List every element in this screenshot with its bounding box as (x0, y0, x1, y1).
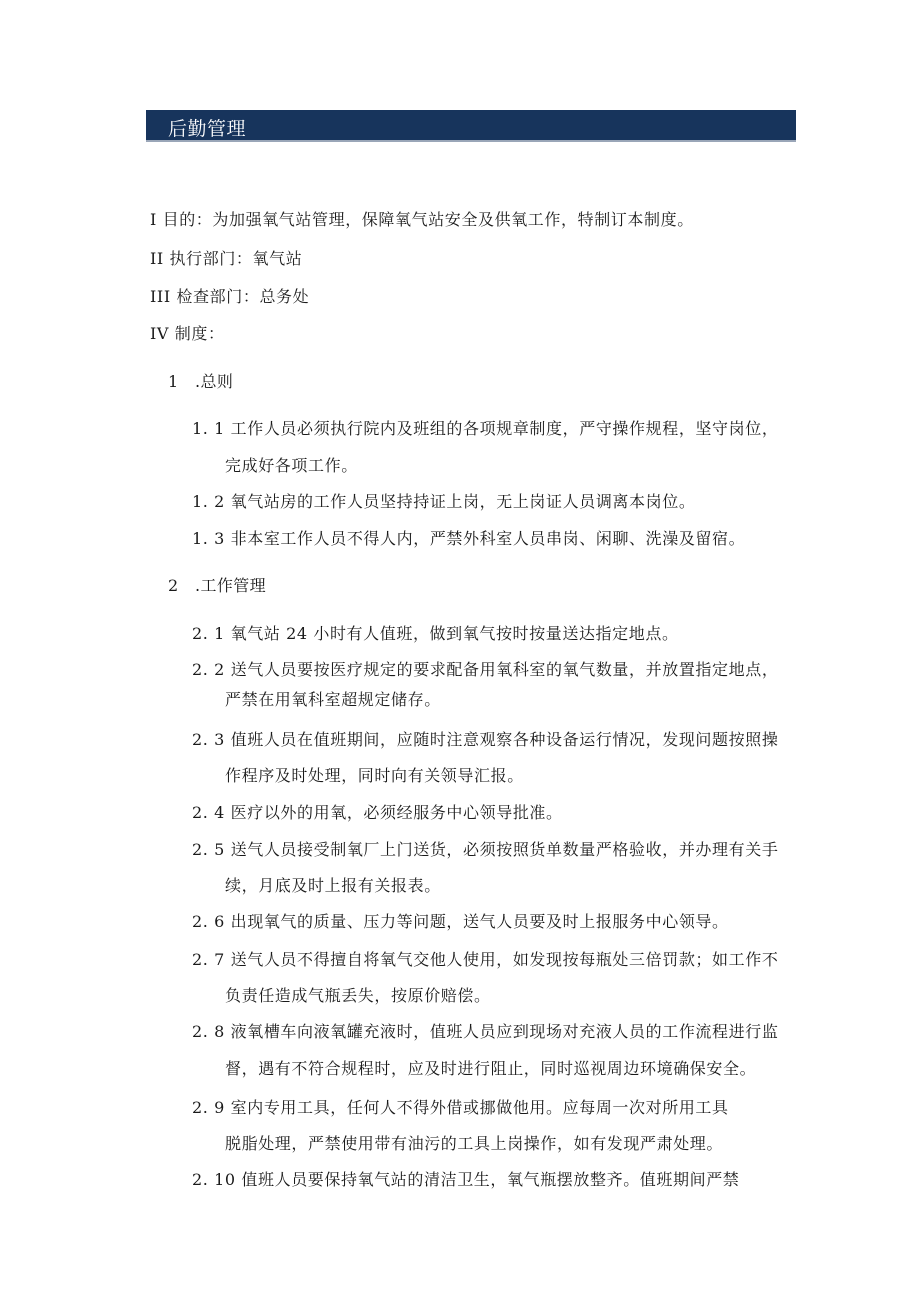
purpose-line: I 目的：为加强氧气站管理，保障氧气站安全及供氧工作，特制订本制度。 (150, 210, 694, 229)
rule-item: 2. 10 值班人员要保持氧气站的清洁卫生，氧气瓶摆放整齐。值班期间严禁 (192, 1170, 740, 1189)
rule-item: 2. 7 送气人员不得擅自将氧气交他人使用，如发现按每瓶处三倍罚款；如工作不 (192, 950, 779, 969)
rule-item-continuation: 严禁在用氧科室超规定储存。 (225, 690, 441, 709)
inspector-line: III 检查部门：总务处 (150, 287, 310, 306)
rule-item: 2. 9 室内专用工具，任何人不得外借或挪做他用。应每周一次对所用工具 (192, 1098, 729, 1117)
rule-item: 1. 3 非本室工作人员不得人内，严禁外科室人员串岗、闲聊、洗澡及留宿。 (192, 529, 746, 548)
rule-item: 1. 2 氧气站房的工作人员坚持持证上岗，无上岗证人员调离本岗位。 (192, 492, 696, 511)
rule-item: 2. 1 氧气站 24 小时有人值班，做到氧气按时按量送达指定地点。 (192, 624, 679, 643)
rule-item-continuation: 作程序及时处理，同时向有关领导汇报。 (225, 766, 524, 785)
rule-item: 1. 1 工作人员必须执行院内及班组的各项规章制度，严守操作规程，坚守岗位， (192, 419, 779, 438)
executor-line: II 执行部门：氧气站 (150, 249, 303, 268)
rule-item-continuation: 负责任造成气瓶丢失，按原价赔偿。 (225, 986, 491, 1005)
rule-item-continuation: 督，遇有不符合规程时，应及时进行阻止，同时巡视周边环境确保安全。 (225, 1059, 757, 1078)
rule-item: 2. 2 送气人员要按医疗规定的要求配备用氧科室的氧气数量，并放置指定地点， (192, 660, 779, 679)
rule-item: 2. 8 液氧槽车向液氧罐充液时，值班人员应到现场对充液人员的工作流程进行监 (192, 1022, 779, 1041)
rule-item-continuation: 脱脂处理，严禁使用带有油污的工具上岗操作，如有发现严肃处理。 (225, 1134, 724, 1153)
rule-item: 2. 3 值班人员在值班期间，应随时注意观察各种设备运行情况，发现问题按照操 (192, 730, 779, 749)
section-banner (146, 110, 796, 142)
rules-heading: IV 制度： (150, 324, 225, 343)
rule-item-continuation: 续，月底及时上报有关报表。 (225, 876, 441, 895)
rule-item: 2. 4 医疗以外的用氧，必须经服务中心领导批准。 (192, 803, 563, 822)
rule-item-continuation: 完成好各项工作。 (225, 456, 358, 475)
section2-heading: 2 .工作管理 (168, 576, 267, 595)
banner-title: 后勤管理 (168, 118, 247, 140)
rule-item: 2. 5 送气人员接受制氧厂上门送货，必须按照货单数量严格验收，并办理有关手 (192, 840, 779, 859)
section1-heading: 1 .总则 (168, 372, 234, 391)
rule-item: 2. 6 出现氧气的质量、压力等问题，送气人员要及时上报服务中心领导。 (192, 912, 729, 931)
